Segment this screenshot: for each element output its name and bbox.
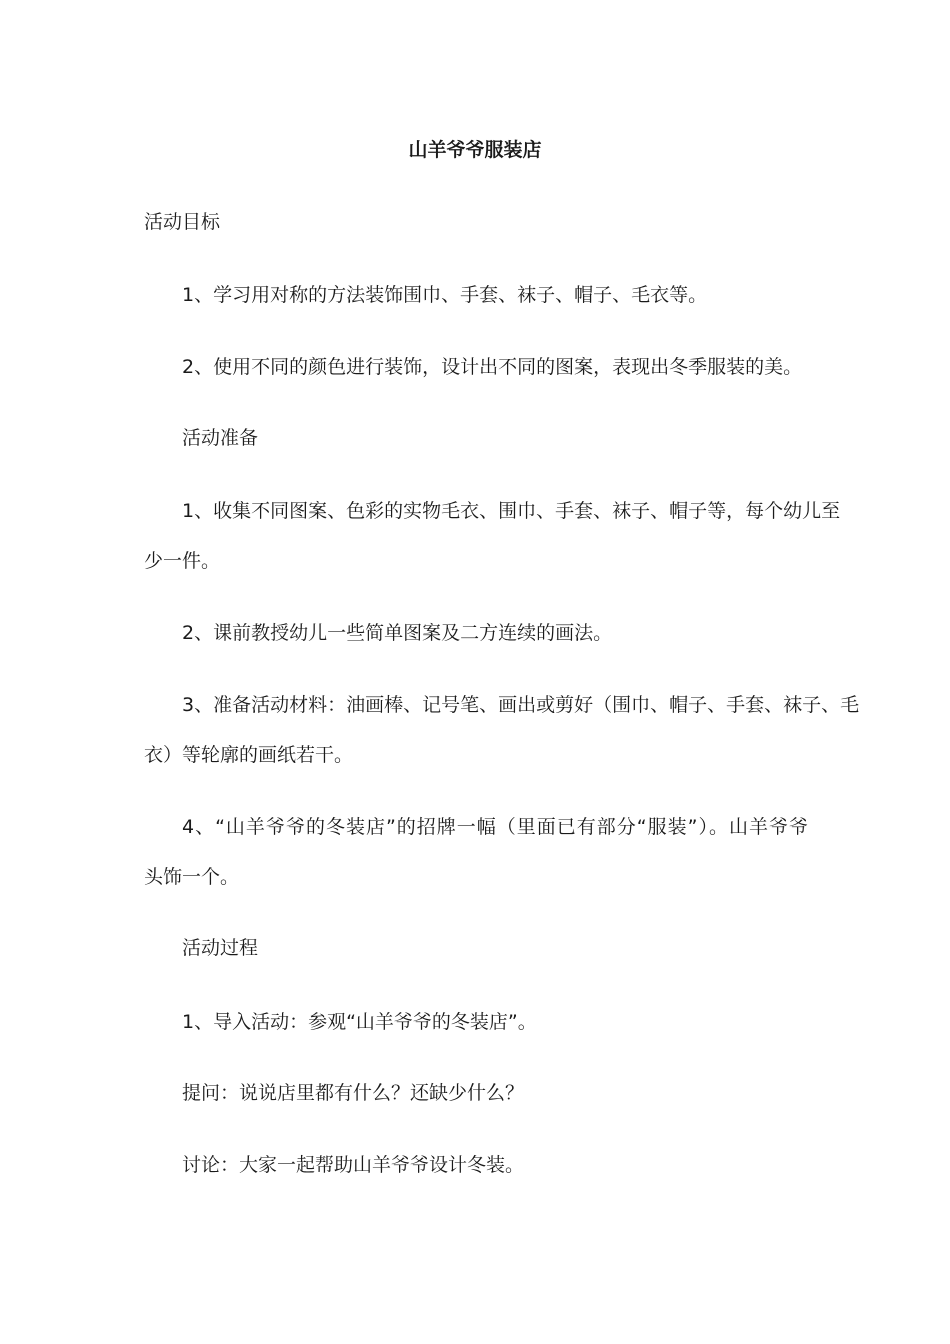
goal-item-1: 1、学习用对称的方法装饰围巾、手套、袜子、帽子、毛衣等。 [182, 284, 708, 306]
section-heading-process: 活动过程 [182, 937, 259, 959]
prep-item-3-line-1: 3、准备活动材料：油画棒、记号笔、画出或剪好（围巾、帽子、手套、袜子、毛 [182, 694, 860, 716]
prep-item-4-line-1: 4、“山羊爷爷的冬装店”的招牌一幅（里面已有部分“服装”）。山羊爷爷 [182, 816, 808, 838]
process-question: 提问：说说店里都有什么？还缺少什么？ [182, 1082, 525, 1104]
prep-item-3-line-2: 衣）等轮廓的画纸若干。 [144, 744, 354, 766]
prep-item-1-line-1: 1、收集不同图案、色彩的实物毛衣、围巾、手套、袜子、帽子等，每个幼儿至 [182, 500, 841, 522]
section-heading-preparation: 活动准备 [182, 427, 259, 449]
prep-item-1-line-2: 少一件。 [144, 550, 221, 572]
document-title: 山羊爷爷服装店 [408, 139, 542, 161]
prep-item-2: 2、课前教授幼儿一些简单图案及二方连续的画法。 [182, 622, 613, 644]
process-item-1: 1、导入活动：参观“山羊爷爷的冬装店”。 [182, 1011, 537, 1033]
prep-item-4-line-2: 头饰一个。 [144, 866, 240, 888]
section-heading-goals: 活动目标 [144, 211, 221, 233]
process-discussion: 讨论：大家一起帮助山羊爷爷设计冬装。 [182, 1154, 525, 1176]
goal-item-2: 2、使用不同的颜色进行装饰，设计出不同的图案，表现出冬季服装的美。 [182, 356, 803, 378]
